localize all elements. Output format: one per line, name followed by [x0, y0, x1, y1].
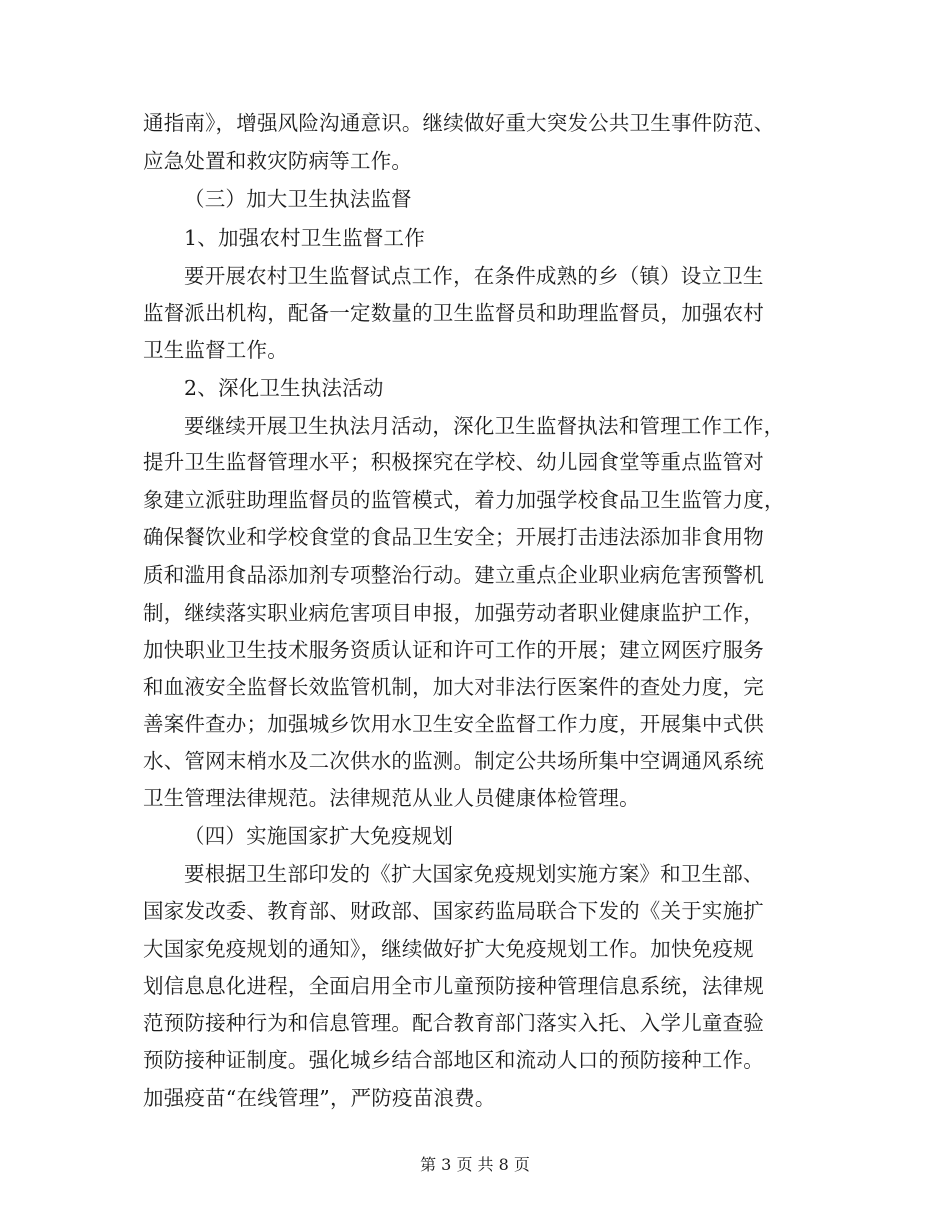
body-line: 大国家免疫规划的通知》，继续做好扩大免疫规划工作。加快免疫规 [143, 937, 754, 961]
body-line: 应急处置和救灾防病等工作。 [143, 149, 413, 173]
body-line: 确保餐饮业和学校食堂的食品卫生安全；开展打击违法添加非食用物 [143, 525, 764, 549]
body-line: 预防接种证制度。强化城乡结合部地区和流动人口的预防接种工作。 [143, 1048, 764, 1072]
body-line: 国家发改委、教育部、财政部、国家药监局联合下发的《关于实施扩 [143, 899, 764, 923]
body-line: 质和滥用食品添加剂专项整治行动。建立重点企业职业病危害预警机 [143, 563, 764, 587]
body-line: 提升卫生监督管理水平；积极探究在学校、幼儿园食堂等重点监管对 [143, 450, 764, 474]
body-line: 加强疫苗“在线管理”，严防疫苗浪费。 [143, 1086, 496, 1110]
body-line: 通指南》，增强风险沟通意识。继续做好重大突发公共卫生事件防范、 [143, 111, 775, 135]
body-line: 卫生管理法律规范。法律规范从业人员健康体检管理。 [143, 786, 640, 810]
section-heading: （三）加大卫生执法监督 [184, 187, 412, 211]
body-line: 要继续开展卫生执法月活动，深化卫生监督执法和管理工作工作， [184, 414, 785, 438]
body-line: 卫生监督工作。 [143, 338, 288, 362]
body-line: 要开展农村卫生监督试点工作，在条件成熟的乡（镇）设立卫生 [184, 264, 764, 288]
body-line: 水、管网末梢水及二次供水的监测。制定公共场所集中空调通风系统 [143, 749, 764, 773]
body-line: 划信息息化进程，全面启用全市儿童预防接种管理信息系统，法律规 [143, 974, 764, 998]
subsection-heading: 2、深化卫生执法活动 [184, 376, 384, 400]
page-footer: 第 3 页 共 8 页 [420, 1155, 530, 1174]
subsection-heading: 1、加强农村卫生监督工作 [184, 226, 425, 250]
body-line: 要根据卫生部印发的《扩大国家免疫规划实施方案》和卫生部、 [184, 862, 764, 886]
section-heading: （四）实施国家扩大免疫规划 [184, 824, 454, 848]
body-line: 加快职业卫生技术服务资质认证和许可工作的开展；建立网医疗服务 [143, 638, 764, 662]
body-line: 和血液安全监督长效监管机制，加大对非法行医案件的查处力度，完 [143, 675, 764, 699]
body-line: 象建立派驻助理监督员的监管模式，着力加强学校食品卫生监管力度， [143, 488, 785, 512]
body-line: 善案件查办；加强城乡饮用水卫生安全监督工作力度，开展集中式供 [143, 712, 764, 736]
body-line: 监督派出机构，配备一定数量的卫生监督员和助理监督员，加强农村 [143, 301, 764, 325]
body-line: 制，继续落实职业病危害项目申报，加强劳动者职业健康监护工作， [143, 601, 764, 625]
body-line: 范预防接种行为和信息管理。配合教育部门落实入托、入学儿童查验 [143, 1011, 764, 1035]
